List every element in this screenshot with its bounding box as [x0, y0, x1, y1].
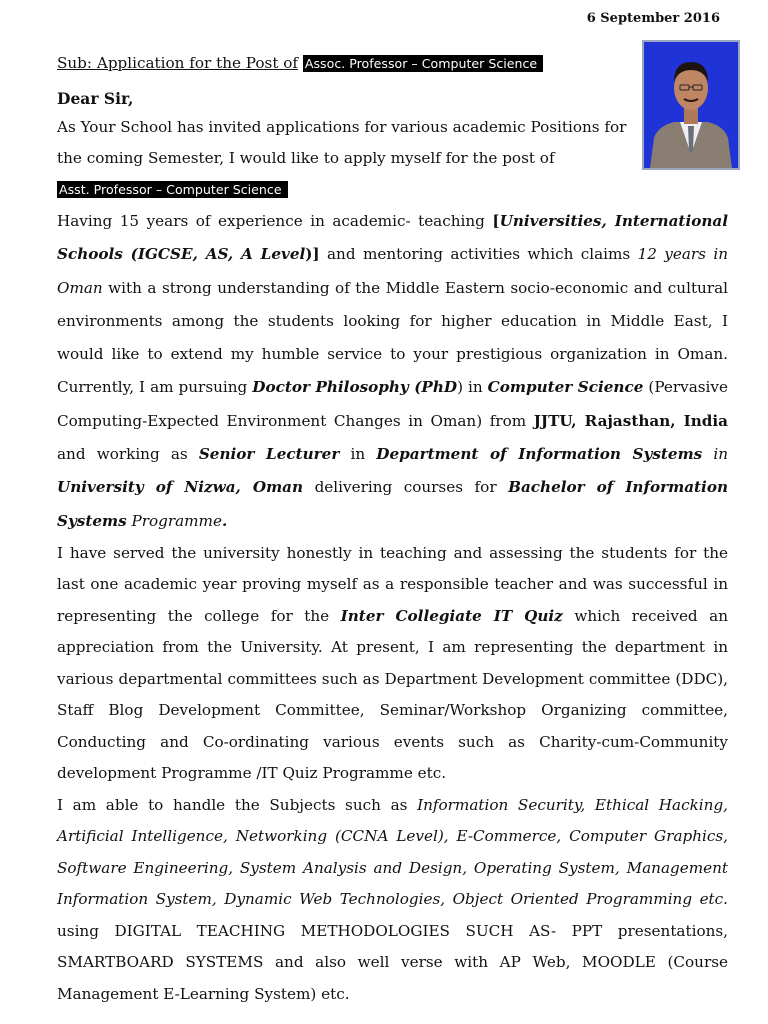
subjects-paragraph	[57, 790, 728, 1011]
p1-text: ) in	[457, 378, 488, 397]
p1-university-name: JJTU, Rajasthan, India	[533, 411, 728, 430]
p1-bracket-open: [	[492, 212, 500, 230]
p3-subjects: Information Security, Ethical Hacking, Artificial Intelligence, Networking (CCNA Level), E-Commerce, Computer Graphics, Software Engineering, System Analysis and Design, Operating System, Management Information System, Dynamic Web Technologies, Object Oriented Programming etc	[57, 795, 728, 909]
letter-body	[57, 52, 728, 1010]
p1-text: (Pervasive Computing-Expected Environment Changes in Oman) from	[57, 378, 728, 430]
p1-degree: Doctor Philosophy (PhD	[252, 378, 458, 397]
intro-text: As Your School has invited applications for various academic Positions for the coming Semester, I would like to apply myself for the post of	[57, 118, 627, 167]
p1-department: Department of Information Systems	[376, 445, 703, 464]
p1-position: Senior Lecturer	[198, 445, 340, 464]
p1-programme-suffix: Programme	[126, 511, 222, 530]
p1-text: Having 15 years of experience in academic- teaching	[57, 212, 493, 230]
p1-text: delivering courses for	[303, 478, 509, 497]
p1-text: with a strong understanding of the Middle Eastern socio-economic and cultural environments among the students looking for higher education in Middle East, I would like to extend my humble service to your prestigious organization in Oman. Currently, I am pursuing	[57, 278, 728, 397]
p1-field: Computer Science	[487, 378, 644, 397]
p3-text: I am able to handle the Subjects such as	[57, 795, 418, 814]
experience-paragraph	[57, 205, 728, 538]
p1-programme: Bachelor of Information Systems	[57, 478, 728, 530]
p1-text: in	[702, 445, 728, 464]
p1-institutions: Universities, International Schools (IGCSE, AS, A Level	[57, 212, 728, 264]
salutation: Dear Sir,	[57, 89, 134, 108]
service-paragraph	[57, 538, 728, 790]
letter-date: 6 September 2016	[586, 11, 720, 26]
subject-line	[57, 52, 637, 75]
subject-prefix: Sub: Application for the Post of	[57, 54, 299, 72]
p1-text: in	[339, 445, 377, 464]
intro-paragraph	[57, 112, 637, 205]
subject-post-highlight: Assoc. Professor – Computer Science	[303, 55, 543, 72]
p2-text: I have served the university honestly in teaching and assessing the students for the last one academic year proving myself as a responsible teacher and was successful in representing the college for the	[57, 543, 728, 625]
p3-text: . using DIGITAL TEACHING METHODOLOGIES SUCH AS- PPT presentations, SMARTBOARD SYSTEMS and also well verse with AP Web, MOODLE (Course Management E-Learning System) etc.	[57, 890, 728, 1003]
p2-quiz: Inter Collegiate IT Quiz	[340, 606, 563, 625]
p1-oman-years: 12 years in Oman	[57, 245, 728, 297]
p1-text: and mentoring activities which claims	[319, 245, 638, 264]
p1-bracket-close: )]	[305, 245, 320, 264]
p2-text: which received an appreciation from the University. At present, I am representing the department in various departmental committees such as Department Development committee (DDC), Staff Blog Development Committee, Seminar/Workshop Organizing committee, Conducting and Co-ordinating various events such as Charity-cum-Community development Programme /IT Quiz Programme etc.	[57, 606, 729, 783]
p1-employer: University of Nizwa, Oman	[57, 478, 304, 497]
p1-period: .	[221, 511, 228, 530]
p1-text: and working as	[57, 445, 199, 464]
intro-post-highlight: Asst. Professor – Computer Science	[57, 181, 288, 198]
